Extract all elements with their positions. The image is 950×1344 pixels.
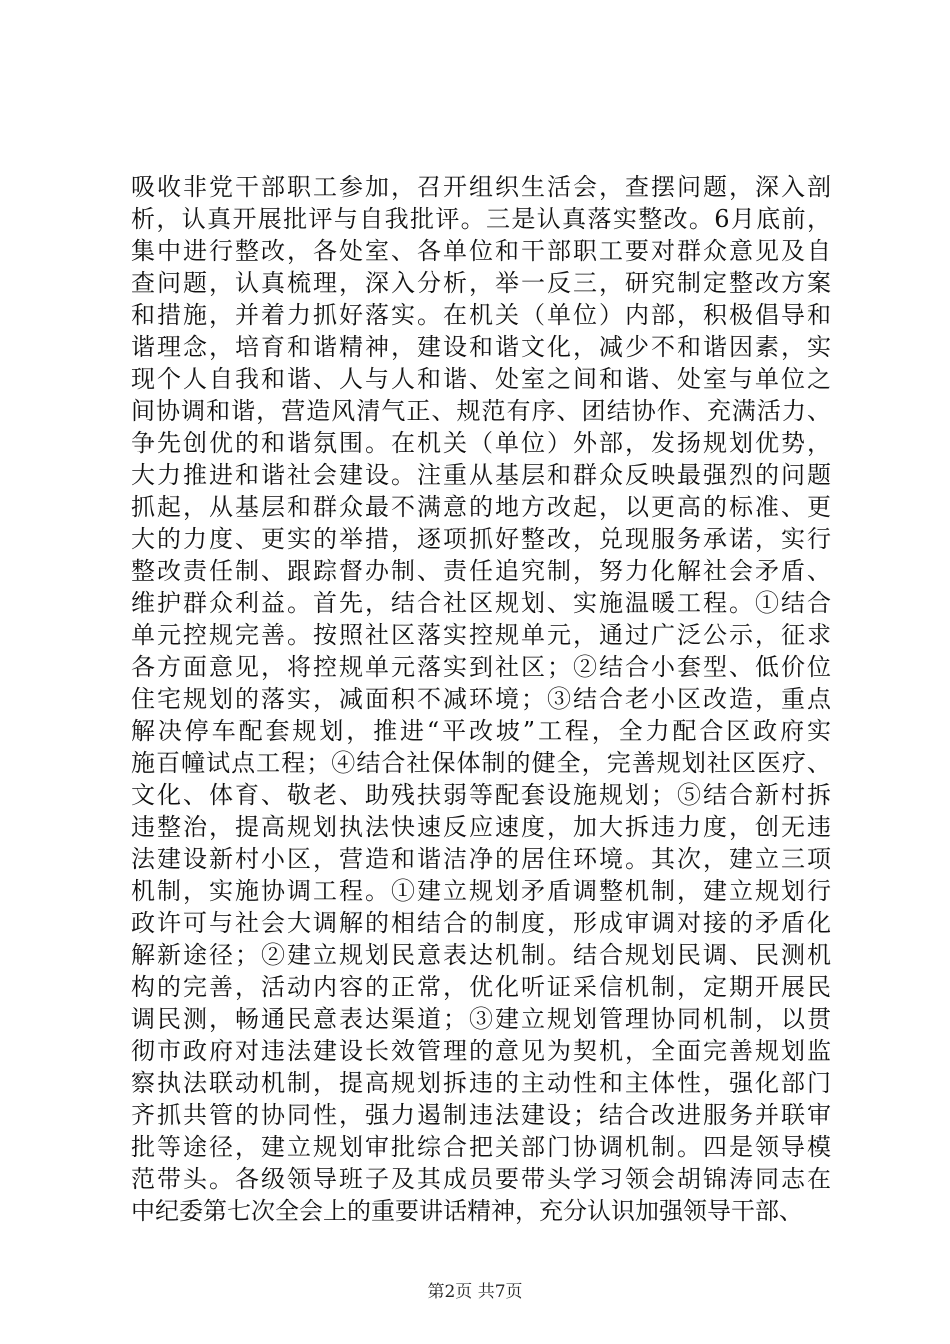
- text-line: 解新途径；②建立规划民意表达机制。结合规划民调、民测机: [131, 941, 831, 969]
- text-line: 大的力度、更实的举措，逐项抓好整改，兑现服务承诺，实行: [131, 525, 831, 553]
- text-line: 间协调和谐，营造风清气正、规范有序、团结协作、充满活力、: [131, 397, 831, 425]
- body-paragraph: [131, 171, 831, 1227]
- text-line: 解决停车配套规划，推进“平改坡”工程，全力配合区政府实: [131, 717, 831, 745]
- text-line: 法建设新村小区，营造和谐洁净的居住环境。其次，建立三项: [131, 845, 831, 873]
- text-line: 谐理念，培育和谐精神，建设和谐文化，减少不和谐因素，实: [131, 333, 831, 361]
- text-line: 违整治，提高规划执法快速反应速度，加大拆违力度，创无违: [131, 813, 831, 841]
- text-line: 争先创优的和谐氛围。在机关（单位）外部，发扬规划优势，: [131, 429, 831, 457]
- text-line: 和措施，并着力抓好落实。在机关（单位）内部，积极倡导和: [131, 301, 831, 329]
- text-line: 查问题，认真梳理，深入分析，举一反三，研究制定整改方案: [131, 269, 831, 297]
- text-line: 齐抓共管的协同性，强力遏制违法建设；结合改进服务并联审: [131, 1101, 831, 1129]
- text-line: 调民测，畅通民意表达渠道；③建立规划管理协同机制，以贯: [131, 1005, 831, 1033]
- text-line: 构的完善，活动内容的正常，优化听证采信机制，定期开展民: [131, 973, 831, 1001]
- text-line: 各方面意见，将控规单元落实到社区；②结合小套型、低价位: [131, 653, 831, 681]
- text-line: 住宅规划的落实，减面积不减环境；③结合老小区改造，重点: [131, 685, 831, 713]
- text-line: 维护群众利益。首先，结合社区规划、实施温暖工程。①结合: [131, 589, 831, 617]
- page-number-footer: 第2页 共7页: [427, 1282, 523, 1302]
- text-line: 中纪委第七次全会上的重要讲话精神，充分认识加强领导干部、: [131, 1197, 803, 1225]
- text-line: 机制，实施协调工程。①建立规划矛盾调整机制，建立规划行: [131, 877, 831, 905]
- text-line: 批等途径，建立规划审批综合把关部门协调机制。四是领导模: [131, 1133, 831, 1161]
- text-line: 范带头。各级领导班子及其成员要带头学习领会胡锦涛同志在: [131, 1165, 831, 1193]
- text-line: 单元控规完善。按照社区落实控规单元，通过广泛公示，征求: [131, 621, 831, 649]
- text-line: 政许可与社会大调解的相结合的制度，形成审调对接的矛盾化: [131, 909, 831, 937]
- text-line: 施百幢试点工程；④结合社保体制的健全，完善规划社区医疗、: [131, 749, 831, 777]
- text-line: 集中进行整改，各处室、各单位和干部职工要对群众意见及自: [131, 237, 831, 265]
- text-line: 察执法联动机制，提高规划拆违的主动性和主体性，强化部门: [131, 1069, 831, 1097]
- text-line: 大力推进和谐社会建设。注重从基层和群众反映最强烈的问题: [131, 461, 831, 489]
- text-line: 抓起，从基层和群众最不满意的地方改起，以更高的标准、更: [131, 493, 831, 521]
- text-line: 吸收非党干部职工参加，召开组织生活会，查摆问题，深入剖: [131, 173, 831, 201]
- text-line: 析，认真开展批评与自我批评。三是认真落实整改。6月底前，: [131, 205, 831, 233]
- text-line: 整改责任制、跟踪督办制、责任追究制，努力化解社会矛盾、: [131, 557, 831, 585]
- text-line: 彻市政府对违法建设长效管理的意见为契机，全面完善规划监: [131, 1037, 831, 1065]
- text-line: 现个人自我和谐、人与人和谐、处室之间和谐、处室与单位之: [131, 365, 831, 393]
- text-line: 文化、体育、敬老、助残扶弱等配套设施规划；⑤结合新村拆: [131, 781, 831, 809]
